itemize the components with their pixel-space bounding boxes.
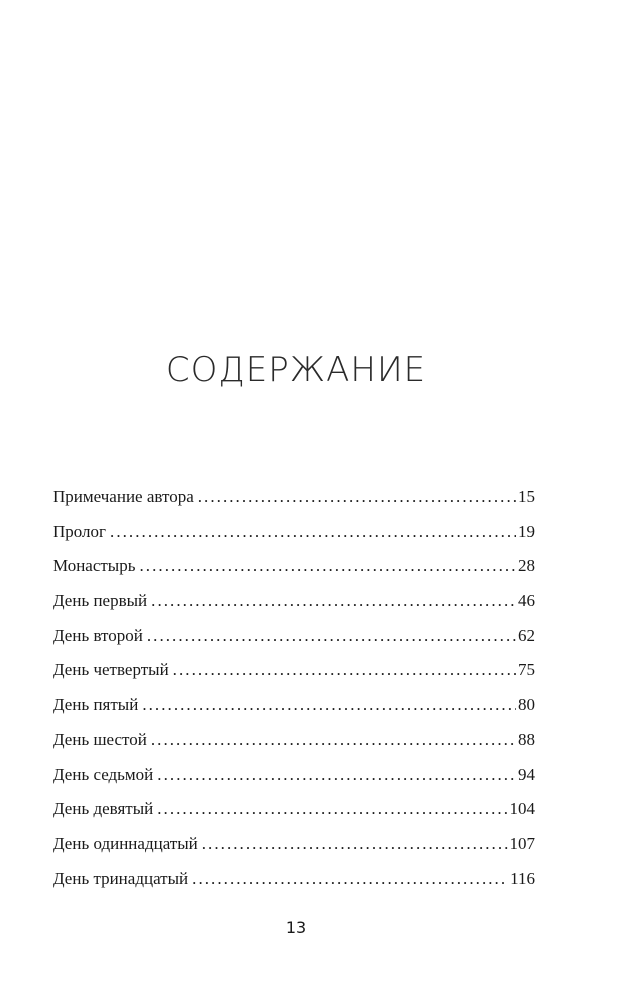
- toc-entry[interactable]: [53, 792, 535, 827]
- toc-entry-title: День второй: [53, 625, 143, 645]
- toc-entry[interactable]: [53, 515, 535, 550]
- toc-entry-title: Монастырь: [53, 556, 136, 576]
- toc-entry-page: 75: [518, 660, 535, 680]
- toc-entry-page: 94: [518, 764, 535, 784]
- toc-entry[interactable]: [53, 723, 535, 758]
- toc-entry[interactable]: [53, 862, 535, 897]
- table-of-contents: [53, 480, 535, 896]
- toc-entry-title: День шестой: [53, 729, 147, 749]
- toc-leader-dots: [202, 827, 508, 862]
- toc-leader-dots: [151, 723, 516, 758]
- toc-entry-page: 88: [518, 729, 535, 749]
- toc-entry[interactable]: [53, 827, 535, 862]
- toc-entry-title: День четвертый: [53, 660, 169, 680]
- toc-entry[interactable]: [53, 584, 535, 619]
- toc-entry[interactable]: [53, 653, 535, 688]
- toc-entry[interactable]: [53, 480, 535, 515]
- toc-leader-dots: [151, 584, 516, 619]
- toc-entry-title: День тринадцатый: [53, 868, 189, 888]
- toc-entry-page: 104: [509, 799, 535, 819]
- toc-leader-dots: [147, 619, 516, 654]
- toc-entry-title: День девятый: [53, 799, 154, 819]
- toc-entry-page: 116: [510, 868, 535, 888]
- toc-entry[interactable]: [53, 619, 535, 654]
- toc-leader-dots: [157, 758, 516, 793]
- toc-entry-page: 80: [518, 695, 535, 715]
- toc-entry-title: День первый: [53, 591, 148, 611]
- toc-entry-title: Примечание автора: [53, 487, 194, 506]
- toc-entry-page: 46: [518, 591, 535, 611]
- toc-leader-dots: [142, 688, 516, 723]
- toc-entry-title: Пролог: [53, 521, 107, 541]
- toc-entry-page: 15: [518, 487, 535, 506]
- toc-leader-dots: [173, 653, 516, 688]
- page-title: СОДЕРЖАНИЕ: [165, 350, 427, 390]
- toc-entry[interactable]: [53, 549, 535, 584]
- toc-leader-dots: [192, 862, 508, 897]
- toc-entry-page: 62: [518, 625, 535, 645]
- toc-leader-dots: [198, 480, 516, 515]
- toc-entry-page: 19: [518, 521, 535, 541]
- toc-entry-page: 28: [518, 556, 535, 576]
- toc-entry-page: 107: [509, 833, 535, 853]
- toc-entry[interactable]: [53, 758, 535, 793]
- toc-entry-title: День пятый: [53, 695, 139, 715]
- toc-entry-title: День одиннадцатый: [53, 833, 198, 853]
- page-number: 13: [285, 918, 307, 937]
- toc-leader-dots: [110, 515, 516, 550]
- toc-leader-dots: [157, 792, 507, 827]
- toc-entry[interactable]: [53, 688, 535, 723]
- toc-entry-title: День седьмой: [53, 764, 154, 784]
- toc-leader-dots: [140, 549, 517, 584]
